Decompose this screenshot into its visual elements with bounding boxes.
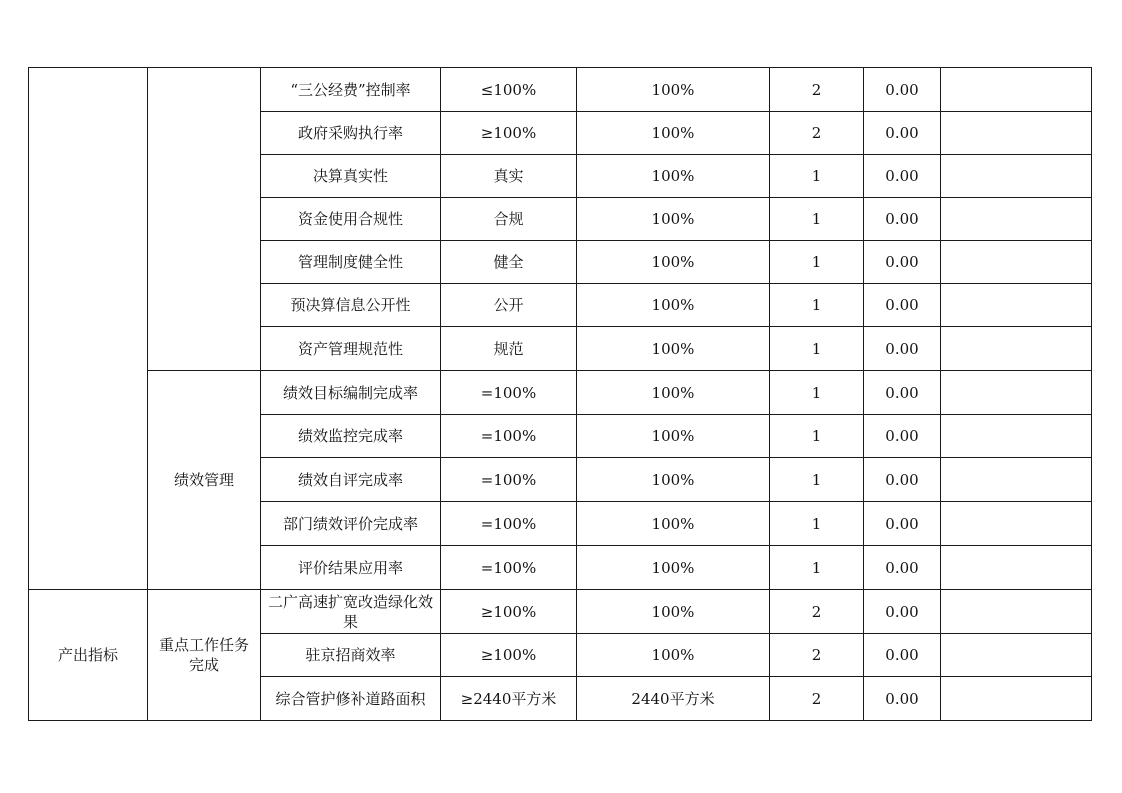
performance-indicator-table: [28, 67, 1092, 721]
target-value-cell: =100%: [441, 458, 577, 502]
indicator-cell: 绩效监控完成率: [261, 415, 441, 458]
weight-cell: 1: [770, 198, 864, 241]
target-value-cell: ≤100%: [441, 68, 577, 112]
actual-value-cell: 100%: [577, 502, 770, 546]
table-body: [29, 68, 1092, 721]
target-value-cell: 真实: [441, 155, 577, 198]
score-cell: 0.00: [864, 415, 941, 458]
level2-category-cell: 绩效管理: [148, 371, 261, 590]
indicator-cell: 评价结果应用率: [261, 546, 441, 590]
score-cell: 0.00: [864, 155, 941, 198]
weight-cell: 1: [770, 327, 864, 371]
remark-cell: [941, 327, 1092, 371]
remark-cell: [941, 371, 1092, 415]
actual-value-cell: 100%: [577, 241, 770, 284]
target-value-cell: 规范: [441, 327, 577, 371]
indicator-cell: 预决算信息公开性: [261, 284, 441, 327]
weight-cell: 2: [770, 590, 864, 634]
target-value-cell: =100%: [441, 502, 577, 546]
target-value-cell: =100%: [441, 546, 577, 590]
remark-cell: [941, 241, 1092, 284]
score-cell: 0.00: [864, 327, 941, 371]
score-cell: 0.00: [864, 502, 941, 546]
indicator-cell: 资产管理规范性: [261, 327, 441, 371]
actual-value-cell: 100%: [577, 327, 770, 371]
remark-cell: [941, 198, 1092, 241]
table-row: [29, 590, 1092, 634]
indicator-cell: 绩效自评完成率: [261, 458, 441, 502]
actual-value-cell: 100%: [577, 284, 770, 327]
indicator-cell: 资金使用合规性: [261, 198, 441, 241]
indicator-cell: 绩效目标编制完成率: [261, 371, 441, 415]
weight-cell: 1: [770, 155, 864, 198]
score-cell: 0.00: [864, 241, 941, 284]
target-value-cell: =100%: [441, 415, 577, 458]
weight-cell: 1: [770, 458, 864, 502]
indicator-cell: 管理制度健全性: [261, 241, 441, 284]
score-cell: 0.00: [864, 634, 941, 677]
weight-cell: 2: [770, 68, 864, 112]
actual-value-cell: 100%: [577, 155, 770, 198]
actual-value-cell: 100%: [577, 590, 770, 634]
target-value-cell: =100%: [441, 371, 577, 415]
target-value-cell: ≥2440平方米: [441, 677, 577, 721]
indicator-cell: 驻京招商效率: [261, 634, 441, 677]
target-value-cell: ≥100%: [441, 112, 577, 155]
weight-cell: 1: [770, 371, 864, 415]
weight-cell: 2: [770, 112, 864, 155]
remark-cell: [941, 458, 1092, 502]
score-cell: 0.00: [864, 546, 941, 590]
remark-cell: [941, 634, 1092, 677]
indicator-cell: 二广高速扩宽改造绿化效果: [261, 590, 441, 634]
weight-cell: 1: [770, 415, 864, 458]
actual-value-cell: 100%: [577, 68, 770, 112]
level2-category-cell: 重点工作任务完成: [148, 590, 261, 721]
level1-category-cell: 产出指标: [29, 590, 148, 721]
score-cell: 0.00: [864, 677, 941, 721]
target-value-cell: 合规: [441, 198, 577, 241]
weight-cell: 1: [770, 546, 864, 590]
score-cell: 0.00: [864, 458, 941, 502]
actual-value-cell: 2440平方米: [577, 677, 770, 721]
actual-value-cell: 100%: [577, 112, 770, 155]
indicator-cell: “三公经费”控制率: [261, 68, 441, 112]
target-value-cell: ≥100%: [441, 634, 577, 677]
remark-cell: [941, 590, 1092, 634]
target-value-cell: 公开: [441, 284, 577, 327]
weight-cell: 1: [770, 284, 864, 327]
actual-value-cell: 100%: [577, 198, 770, 241]
score-cell: 0.00: [864, 198, 941, 241]
score-cell: 0.00: [864, 68, 941, 112]
weight-cell: 2: [770, 677, 864, 721]
indicator-cell: 决算真实性: [261, 155, 441, 198]
remark-cell: [941, 677, 1092, 721]
table-row: [29, 68, 1092, 112]
score-cell: 0.00: [864, 371, 941, 415]
weight-cell: 1: [770, 241, 864, 284]
level1-category-cell: [29, 68, 148, 590]
remark-cell: [941, 155, 1092, 198]
indicator-cell: 政府采购执行率: [261, 112, 441, 155]
actual-value-cell: 100%: [577, 371, 770, 415]
remark-cell: [941, 284, 1092, 327]
remark-cell: [941, 112, 1092, 155]
remark-cell: [941, 502, 1092, 546]
indicator-cell: 部门绩效评价完成率: [261, 502, 441, 546]
weight-cell: 1: [770, 502, 864, 546]
target-value-cell: 健全: [441, 241, 577, 284]
score-cell: 0.00: [864, 590, 941, 634]
actual-value-cell: 100%: [577, 546, 770, 590]
score-cell: 0.00: [864, 284, 941, 327]
remark-cell: [941, 546, 1092, 590]
actual-value-cell: 100%: [577, 634, 770, 677]
actual-value-cell: 100%: [577, 415, 770, 458]
weight-cell: 2: [770, 634, 864, 677]
score-cell: 0.00: [864, 112, 941, 155]
indicator-cell: 综合管护修补道路面积: [261, 677, 441, 721]
actual-value-cell: 100%: [577, 458, 770, 502]
remark-cell: [941, 415, 1092, 458]
table-row: [29, 371, 1092, 415]
remark-cell: [941, 68, 1092, 112]
target-value-cell: ≥100%: [441, 590, 577, 634]
level2-category-cell: [148, 68, 261, 371]
